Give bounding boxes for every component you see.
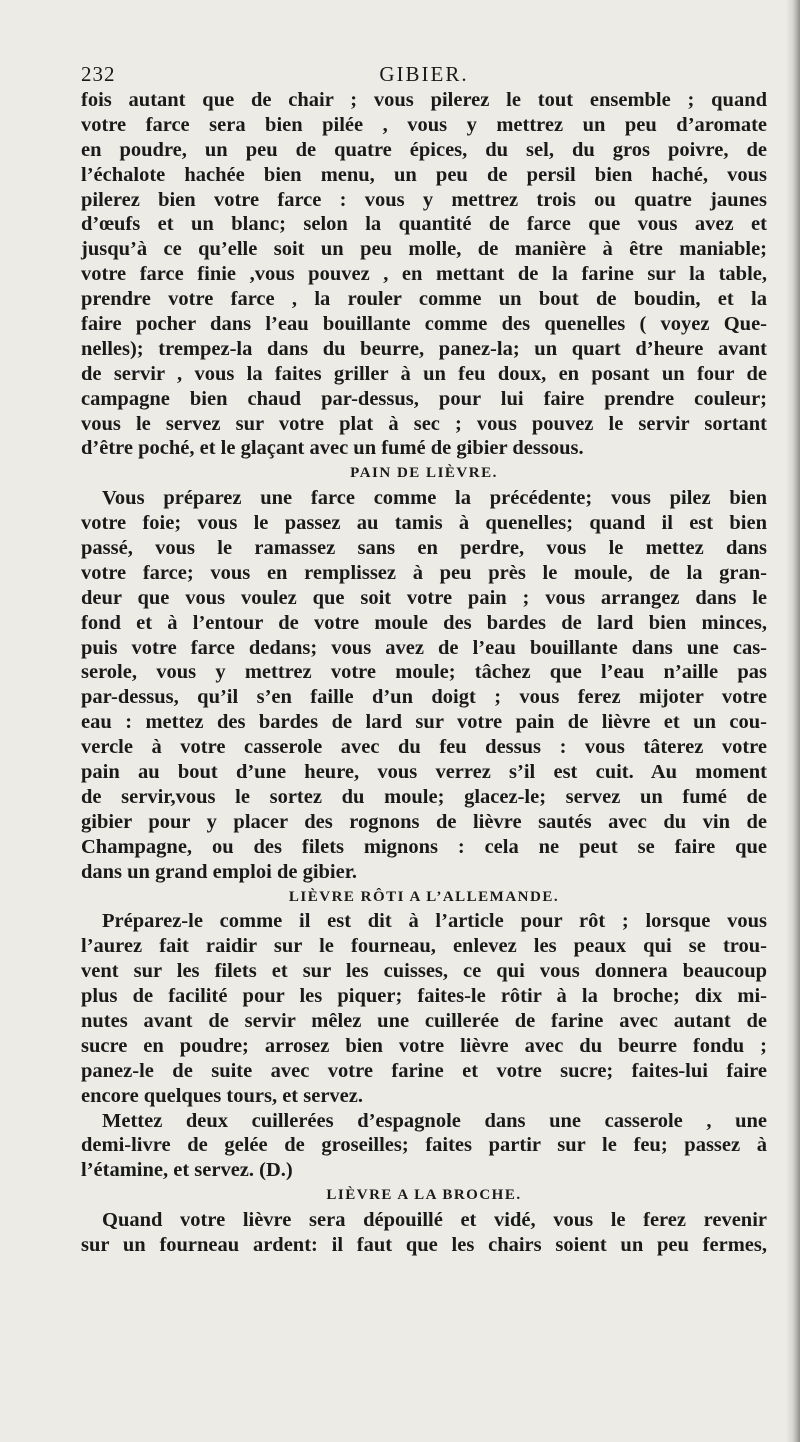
text-line: serole, vous y mettrez votre moule; tâchez que l’eau n’aille pas [81,661,767,684]
section-heading: PAIN DE LIÈVRE. [350,465,498,482]
text-line: dans un grand emploi de gibier. [81,860,358,883]
text-line: jusqu’à ce qu’elle soit un peu molle, de manière à être maniable; [81,238,767,261]
page-number: 232 [81,62,116,86]
text-line: demi-livre de gelée de groseilles; faites partir sur le feu; passez à [81,1134,767,1157]
text-block [81,88,767,1258]
text-line: passé, vous le ramassez sans en perdre, vous le mettez dans [81,537,767,560]
text-line: votre farce sera bien pilée , vous y mettrez un peu d’aromate [81,113,767,136]
text-line: l’aurez fait raidir sur le fourneau, enlevez les peaux qui se trou- [81,935,767,958]
text-line: gibier pour y placer des rognons de lièvre sautés avec du vin de [81,810,767,833]
text-line: d’être poché, et le glaçant avec un fumé de gibier dessous. [81,437,584,460]
text-line: encore quelques tours, et servez. [81,1084,364,1107]
text-line: d’œufs et un blanc; selon la quantité de farce que vous avez et [81,213,767,236]
text-line: pilerez bien votre farce : vous y mettrez trois ou quatre jaunes [81,188,767,211]
text-line: faire pocher dans l’eau bouillante comme des quenelles ( voyez Que- [81,313,767,336]
text-line: Mettez deux cuillerées d’espagnole dans une casserole , une [102,1109,767,1132]
text-line: eau : mettez des bardes de lard sur votre pain de lièvre et un cou- [81,711,767,734]
text-line: vent sur les filets et sur les cuisses, ce qui vous donnera beaucoup [81,960,767,983]
text-line: votre foie; vous le passez au tamis à quenelles; quand il est bien [81,512,767,535]
text-line: Vous préparez une farce comme la précédente; vous pilez bien [102,487,767,510]
section-heading: LIÈVRE A LA BROCHE. [326,1187,522,1204]
text-line: de servir,vous le sortez du moule; glacez-le; servez un fumé de [81,785,767,808]
text-line: Champagne, ou des filets mignons : cela ne peut se faire que [81,835,767,858]
text-line: deur que vous voulez que soit votre pain ; vous arrangez dans le [81,586,767,609]
page-edge [786,0,800,1442]
text-line: Quand votre lièvre sera dépouillé et vidé, vous le ferez revenir [102,1209,767,1232]
text-line: campagne bien chaud par-dessus, pour lui faire prendre couleur; [81,387,767,410]
text-line: sur un fourneau ardent: il faut que les chairs soient un peu fermes, [81,1233,767,1256]
text-line: sucre en poudre; arrosez bien votre lièvre avec du beurre fondu ; [81,1034,767,1057]
text-line: votre farce; vous en remplissez à peu près le moule, de la gran- [81,561,767,584]
text-line: pain au bout d’une heure, vous verrez s’il est cuit. Au moment [81,761,767,784]
text-line: Préparez-le comme il est dit à l’article pour rôt ; lorsque vous [102,910,767,933]
text-line: fois autant que de chair ; vous pilerez le tout ensemble ; quand [81,89,767,111]
running-head: GIBIER. [379,62,469,86]
text-line: par-dessus, qu’il s’en faille d’un doigt ; vous ferez mijoter votre [81,686,767,709]
section-heading: LIÈVRE RÔTI A L’ALLEMANDE. [288,888,560,905]
text-line: vous le servez sur votre plat à sec ; vous pouvez le servir sortant [81,412,767,435]
text-line: nutes avant de servir mêlez une cuillerée de farine avec autant de [81,1009,767,1032]
text-line: fond et à l’entour de votre moule des bardes de lard bien minces, [81,611,767,634]
text-line: panez-le de suite avec votre farine et votre sucre; faites-lui faire [81,1059,767,1082]
text-line: de servir , vous la faites griller à un feu doux, en posant un four de [81,362,767,385]
text-line: l’étamine, et servez. (D.) [81,1159,293,1182]
text-line: l’échalote hachée bien menu, un peu de persil bien haché, vous [81,163,767,186]
text-line: plus de facilité pour les piquer; faites-le rôtir à la broche; dix mi- [81,985,767,1008]
text-line: nelles); trempez-la dans du beurre, panez-la; un quart d’heure avant [81,337,767,360]
text-line: vercle à votre casserole avec du feu dessus : vous tâterez votre [81,736,767,759]
text-line: prendre votre farce , la rouler comme un bout de boudin, et la [81,288,767,311]
text-line: votre farce finie ,vous pouvez , en mettant de la farine sur la table, [81,263,767,286]
text-line: puis votre farce dedans; vous avez de l’eau bouillante dans une cas- [81,636,767,659]
text-line: en poudre, un peu de quatre épices, du sel, du gros poivre, de [81,138,767,161]
